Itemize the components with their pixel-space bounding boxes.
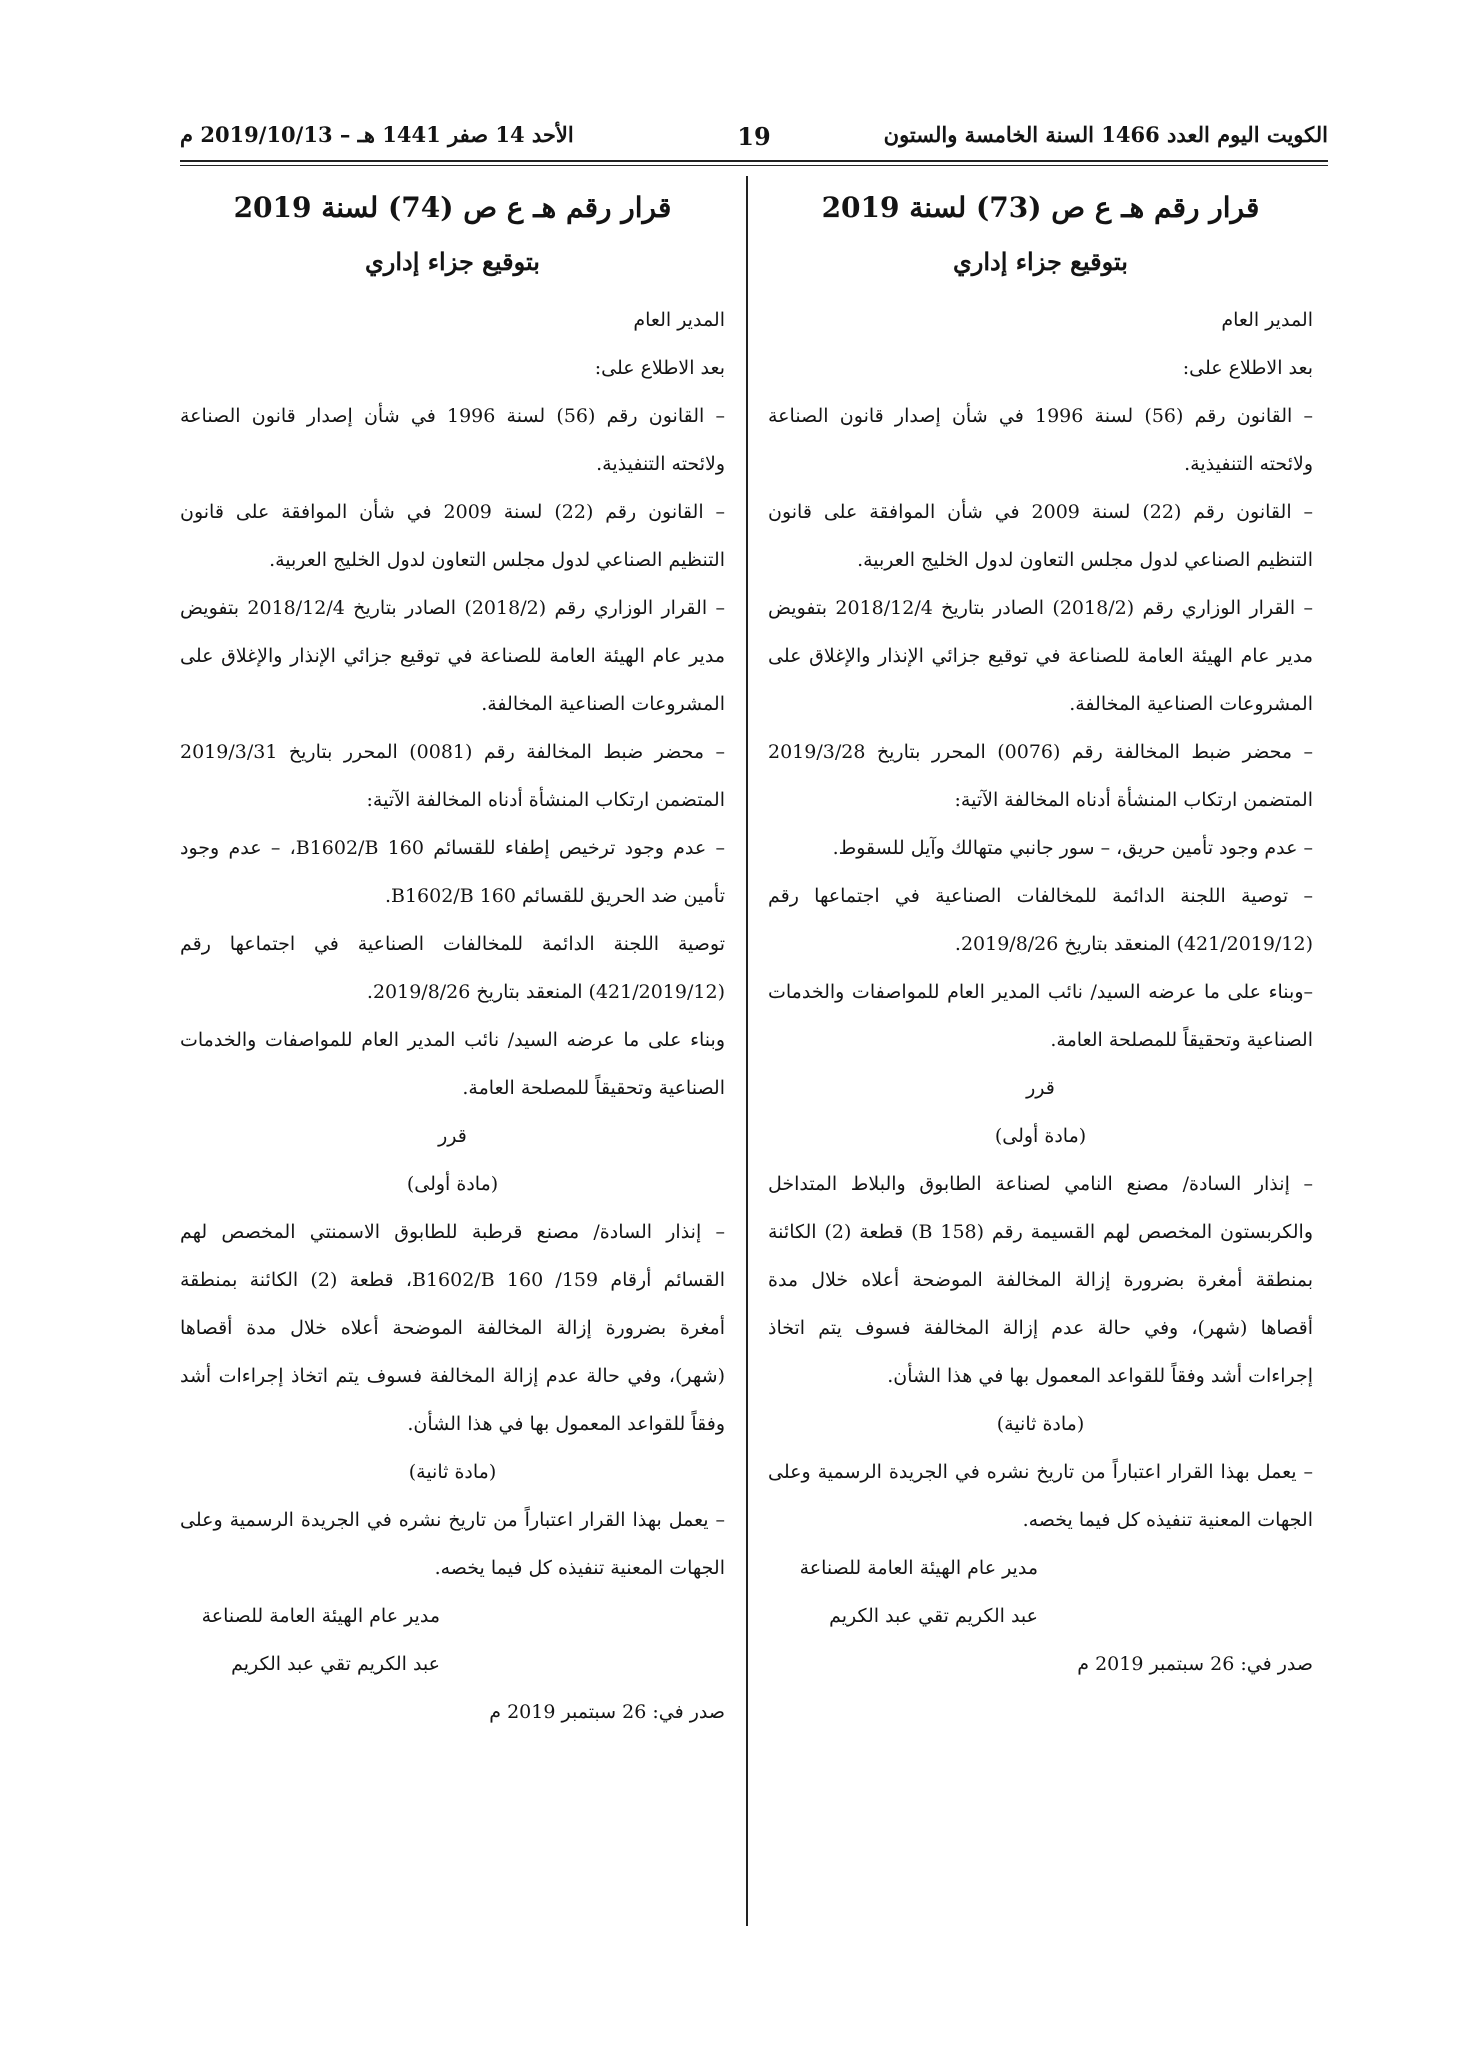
decision-73-article2-label: (مادة ثانية) — [996, 1413, 1085, 1435]
decision-74-signatory-name: عبد الكريم تقي عبد الكريم — [231, 1653, 440, 1675]
decision-73-title: قرار رقم هـ ع ص (73) لسنة 2019 — [821, 191, 1260, 224]
decision-73-article1-label: (مادة أولى) — [994, 1125, 1087, 1147]
decision-74-violation-report: – محضر ضبط المخالفة رقم (0081) المحرر بتاريخ 2019/3/31 المتضمن ارتكاب المنشأة أدناه المخالفة الآتية: — [180, 741, 725, 811]
decision-74-article2-label: (مادة ثانية) — [408, 1461, 497, 1483]
decision-74-ministerial-decision: – القرار الوزاري رقم (2018/2) الصادر بتاريخ 2018/12/4 بتفويض مدير عام الهيئة العامة للصناعة في توقيع جزائي الإنذار والإغلاق على المشروعات الصناعية المخالفة. — [180, 597, 725, 715]
decision-74-preamble: بعد الاطلاع على: — [594, 357, 725, 379]
decision-73-decided: قرر — [1026, 1077, 1055, 1099]
decision-73-violations: – عدم وجود تأمين حريق، – سور جانبي متهالك وآيل للسقوط. — [832, 837, 1313, 859]
decision-73-subtitle: بتوقيع جزاء إداري — [953, 247, 1128, 276]
decision-73-director: المدير العام — [1221, 309, 1313, 331]
page-header — [180, 122, 1328, 158]
decision-74-violations: – عدم وجود ترخيص إطفاء للقسائم B1602/B 160، – عدم وجود تأمين ضد الحريق للقسائم B1602/B 160. — [180, 837, 725, 907]
decision-74-law-22: – القانون رقم (22) لسنة 2009 في شأن الموافقة على قانون التنظيم الصناعي لدول مجلس التعاون لدول الخليج العربية. — [180, 501, 725, 571]
decision-73-signatory-name: عبد الكريم تقي عبد الكريم — [829, 1605, 1038, 1627]
decision-74-column — [180, 182, 725, 1736]
decision-74-decided: قرر — [438, 1125, 467, 1147]
decision-73-ministerial-decision: – القرار الوزاري رقم (2018/2) الصادر بتاريخ 2018/12/4 بتفويض مدير عام الهيئة العامة للصناعة في توقيع جزائي الإنذار والإغلاق على المشروعات الصناعية المخالفة. — [768, 597, 1313, 715]
decision-74-law-56: – القانون رقم (56) لسنة 1996 في شأن إصدار قانون الصناعة ولائحته التنفيذية. — [180, 405, 725, 475]
decision-74-title: قرار رقم هـ ع ص (74) لسنة 2019 — [233, 191, 672, 224]
decision-73-violation-report: – محضر ضبط المخالفة رقم (0076) المحرر بتاريخ 2019/3/28 المتضمن ارتكاب المنشأة أدناه المخالفة الآتية: — [768, 741, 1313, 811]
decision-74-signatory-title: مدير عام الهيئة العامة للصناعة — [201, 1605, 440, 1627]
header-publication: الكويت اليوم العدد 1466 السنة الخامسة والستون — [883, 122, 1328, 147]
decision-73-proposal: –وبناء على ما عرضه السيد/ نائب المدير العام للمواصفات والخدمات الصناعية وتحقيقاً للمصلحة العامة. — [768, 981, 1313, 1051]
header-rule-thin — [180, 165, 1328, 166]
decision-73-law-56: – القانون رقم (56) لسنة 1996 في شأن إصدار قانون الصناعة ولائحته التنفيذية. — [768, 405, 1313, 475]
decision-74-issued: صدر في: 26 سبتمبر 2019 م — [489, 1701, 725, 1723]
decision-74-article2: – يعمل بهذا القرار اعتباراً من تاريخ نشره في الجريدة الرسمية وعلى الجهات المعنية تنفيذه كل فيما يخصه. — [180, 1509, 725, 1579]
decision-74-subtitle: بتوقيع جزاء إداري — [365, 247, 540, 276]
column-divider — [746, 176, 748, 1926]
header-date: الأحد 14 صفر 1441 هـ – 2019/10/13 م — [180, 122, 574, 147]
decision-74-article1: – إنذار السادة/ مصنع قرطبة للطابوق الاسمنتي المخصص لهم القسائم أرقام 159/ B1602/B 160، قطعة (2) الكائنة بمنطقة أمغرة بضرورة إزالة المخالفة الموضحة أعلاه خلال مدة أقصاها (شهر)، وفي حالة عدم إزالة المخالفة فسوف يتم اتخاذ إجراءات أشد وفقاً للقواعد المعمول بها في هذا الشأن. — [180, 1221, 725, 1435]
decision-73-article2: – يعمل بهذا القرار اعتباراً من تاريخ نشره في الجريدة الرسمية وعلى الجهات المعنية تنفيذه كل فيما يخصه. — [768, 1461, 1313, 1531]
decision-74-article1-label: (مادة أولى) — [406, 1173, 499, 1195]
decision-73-issued: صدر في: 26 سبتمبر 2019 م — [1077, 1653, 1313, 1675]
decision-74-director: المدير العام — [633, 309, 725, 331]
decision-74-proposal: وبناء على ما عرضه السيد/ نائب المدير العام للمواصفات والخدمات الصناعية وتحقيقاً للمصلحة العامة. — [180, 1029, 725, 1099]
decision-74-committee: توصية اللجنة الدائمة للمخالفات الصناعية في اجتماعها رقم (421/2019/12) المنعقد بتاريخ 2019/8/26. — [180, 933, 725, 1003]
decision-73-article1: – إنذار السادة/ مصنع النامي لصناعة الطابوق والبلاط المتداخل والكربستون المخصص لهم القسيمة رقم (158 B) قطعة (2) الكائنة بمنطقة أمغرة بضرورة إزالة المخالفة الموضحة أعلاه خلال مدة أقصاها (شهر)، وفي حالة عدم إزالة المخالفة فسوف يتم اتخاذ إجراءات أشد وفقاً للقواعد المعمول بها في هذا الشأن. — [768, 1173, 1313, 1387]
page-number: 19 — [737, 122, 771, 151]
header-rule — [180, 160, 1328, 162]
decision-73-signatory-title: مدير عام الهيئة العامة للصناعة — [799, 1557, 1038, 1579]
decision-73-column — [768, 182, 1313, 1688]
decision-73-law-22: – القانون رقم (22) لسنة 2009 في شأن الموافقة على قانون التنظيم الصناعي لدول مجلس التعاون لدول الخليج العربية. — [768, 501, 1313, 571]
decision-73-committee: – توصية اللجنة الدائمة للمخالفات الصناعية في اجتماعها رقم (421/2019/12) المنعقد بتاريخ 2019/8/26. — [768, 885, 1313, 955]
decision-73-preamble: بعد الاطلاع على: — [1182, 357, 1313, 379]
